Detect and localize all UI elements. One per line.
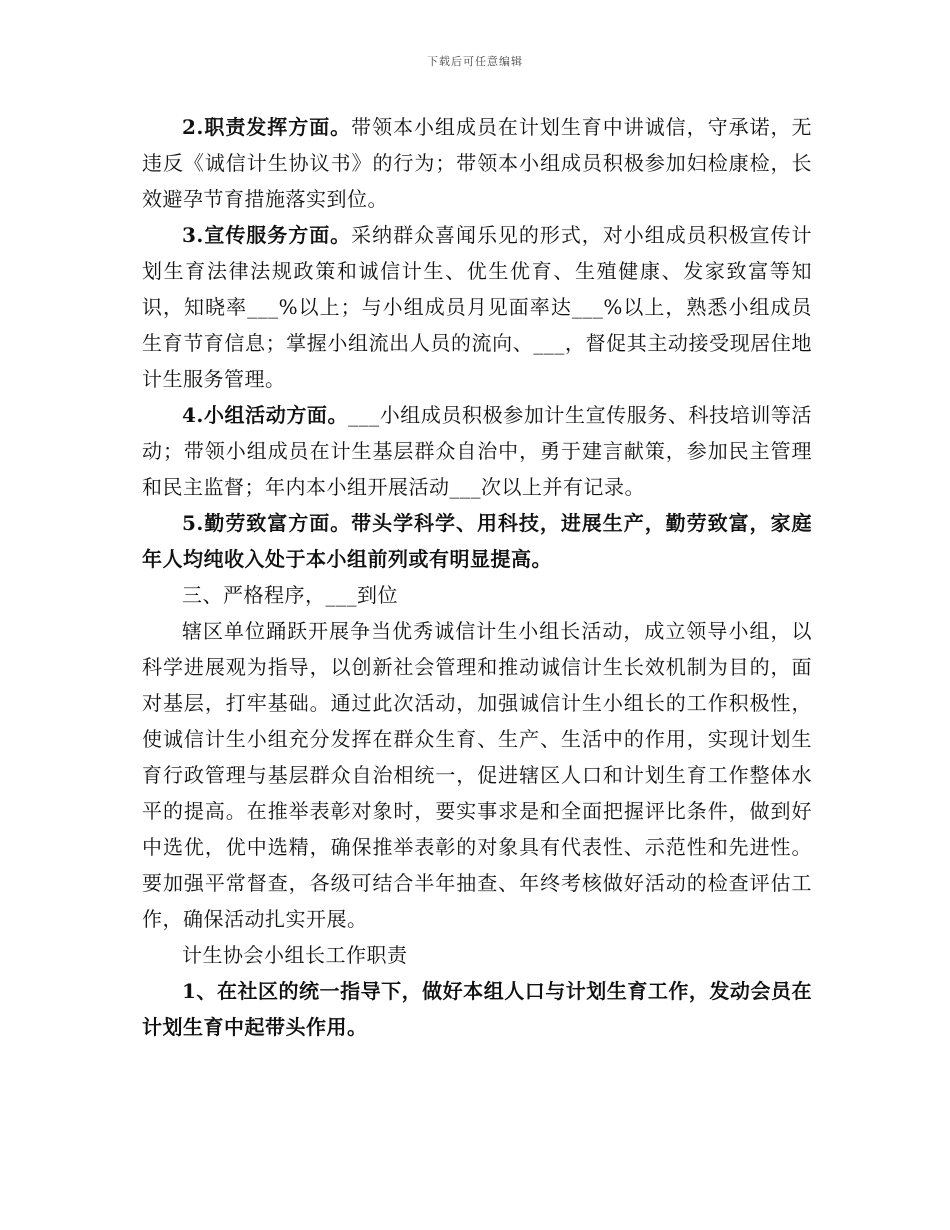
- paragraph-procedure: 辖区单位踊跃开展争当优秀诚信计生小组长活动，成立领导小组，以科学进展观为指导，以创新社会管理和推动诚信计生长效机制为目的，面对基层，打牢基础。通过此次活动，加强诚信计生小组长的工作积极性，使诚信计生小组充分发挥在群众生育、生产、生活中的作用，实现计划生育行政管理与基层群众自治相统一，促进辖区人口和计划生育工作整体水平的提高。在推举表彰对象时，要实事求是和全面把握评比条件，做到好中选优，优中选精，确保推举表彰的对象具有代表性、示范性和先进性。要加强平常督查，各级可结合半年抽查、年终考核做好活动的检查评估工作，确保活动扎实开展。: [142, 619, 812, 931]
- paragraph-publicity: [142, 217, 812, 397]
- paragraph-activity-text: ___小组成员积极参加计生宣传服务、科技培训等活动；带领小组成员在计生基层群众自治中，勇于建言献策，参加民主管理和民主监督；年内本小组开展活动___次以上并有记录。: [142, 403, 812, 499]
- paragraph-prosperity: 5.勤劳致富方面。带头学科学、用科技，进展生产，勤劳致富，家庭年人均纯收入处于本小组前列或有明显提高。: [142, 511, 812, 571]
- page-header: 下载后可任意编辑: [427, 55, 523, 68]
- paragraph-activity-heading: 4.小组活动方面。: [182, 403, 349, 427]
- document-body: [142, 109, 812, 1045]
- section-heading: 三、严格程序，___到位: [182, 583, 398, 607]
- paragraph-duty: [142, 109, 812, 217]
- paragraph-duty-heading: 2.职责发挥方面。: [182, 115, 352, 139]
- paragraph-publicity-heading: 3.宣传服务方面。: [182, 223, 352, 247]
- paragraph-activity: [142, 397, 812, 505]
- paragraph-publicity-text: 采纳群众喜闻乐见的形式，对小组成员积极宣传计划生育法律法规政策和诚信计生、优生优育、生殖健康、发家致富等知识，知晓率___%以上；与小组成员月见面率达___%以上，熟悉小组成员生育节育信息；掌握小组流出人员的流向、___，督促其主动接受现居住地计生服务管理。: [142, 223, 812, 391]
- document-subtitle: 计生协会小组长工作职责: [182, 943, 408, 967]
- paragraph-duty-text: 带领本小组成员在计划生育中讲诚信，守承诺，无违反《诚信计生协议书》的行为；带领本小组成员积极参加妇检康检，长效避孕节育措施落实到位。: [142, 115, 812, 211]
- paragraph-duty-item-1: 1、在社区的统一指导下，做好本组人口与计划生育工作，发动会员在计划生育中起带头作用。: [142, 979, 812, 1039]
